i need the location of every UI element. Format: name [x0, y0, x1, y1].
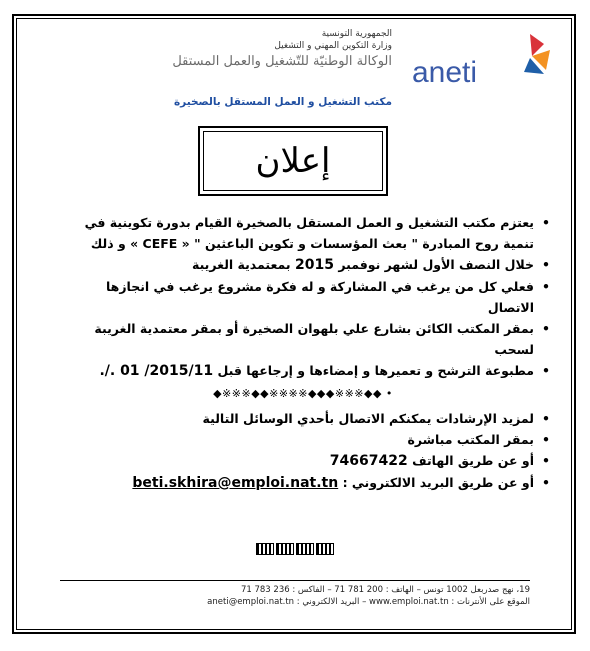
- aneti-logo-icon: [412, 30, 560, 90]
- footer-address: 19، نهج صدربعل 1002 تونس – الهاتف : 200 781 71 – الفاكس : 236 783 71: [240, 585, 530, 595]
- item-text-period: خلال النصف الأول لشهر نوفمبر: [338, 257, 534, 272]
- bullet-icon: •: [542, 257, 550, 272]
- list-item: [56, 276, 550, 318]
- list-item: [56, 472, 550, 494]
- decorative-separator: ◆※※※◆◆※※※※◆◆◆※※※◆◆ •: [213, 387, 393, 400]
- ornament-block-icon: [296, 543, 314, 555]
- footer-divider: [60, 580, 530, 581]
- republic-name: الجمهورية التونسية: [321, 29, 392, 39]
- announcement-box: [203, 131, 383, 191]
- institution-names: [22, 28, 392, 72]
- ornament-block-icon: [256, 543, 274, 555]
- email-link[interactable]: beti.skhira@emploi.nat.tn: [132, 475, 339, 491]
- ministry-name: وزارة التكوين المهني و التشغيل: [274, 41, 392, 51]
- letterhead: [22, 22, 566, 112]
- item-text-location: بمعتمدية الغريبة: [191, 257, 291, 272]
- ornament-block-icon: [316, 543, 334, 555]
- bullet-icon: •: [542, 321, 550, 336]
- footer-web: الموقع على الأنترنات : www.emploi.nat.tn – البريد الالكتروني : aneti@emploi.nat.tn: [207, 597, 530, 607]
- phone-number: 74667422: [329, 453, 408, 469]
- footer: [60, 584, 530, 608]
- office-name: مكتب التشغيل و العمل المستقل بالصخيرة: [173, 96, 392, 108]
- bullet-icon: •: [542, 279, 550, 294]
- announcement-title: إعلان: [255, 141, 331, 181]
- bullet-icon: •: [542, 215, 550, 230]
- phone-label: أو عن طريق الهاتف: [412, 453, 534, 468]
- bullet-icon: •: [542, 411, 550, 426]
- list-item: [56, 254, 550, 276]
- agency-name: الوكالة الوطنيّة للتّشغيل والعمل المستقل: [172, 54, 392, 69]
- list-item: [56, 318, 550, 360]
- list-item: [56, 408, 550, 429]
- item-text-office: بمقر المكتب مباشرة: [407, 432, 534, 447]
- list-item: [56, 360, 550, 382]
- email-label: أو عن طريق البريد الالكتروني :: [342, 475, 534, 490]
- list-item: [56, 450, 550, 472]
- logo-wordmark: aneti: [412, 56, 478, 89]
- bullet-icon: •: [542, 363, 550, 378]
- item-text-form: مطبوعة الترشح و تعميرها و إمضاءها و إرجاعها قبل: [217, 363, 534, 378]
- bullet-icon: •: [542, 475, 550, 490]
- bullet-icon: •: [542, 432, 550, 447]
- item-text-guidance: لمزيد الإرشادات يمكنكم الاتصال بأحدي الوسائل التالية: [202, 411, 534, 426]
- announcement-body: [56, 212, 550, 494]
- list-item: [56, 429, 550, 450]
- bullet-icon: •: [542, 453, 550, 468]
- deadline-date: 2015/11/ 01 ./.: [99, 363, 214, 379]
- ornament: [256, 543, 336, 557]
- year-value: 2015: [295, 257, 334, 273]
- list-item: [56, 212, 550, 254]
- item-text-training: يعتزم مكتب التشغيل و العمل المستقل بالصخيرة القيام بدورة تكوينية في تنمية روح المبادرة " بعث المؤسسات و تكوين الباعثين " « CEFE » و ذلك: [84, 215, 534, 251]
- item-text-contact: فعلي كل من يرغب في المشاركة و له فكرة مشروع يرغب في انجازها الاتصال: [105, 279, 534, 315]
- ornament-block-icon: [276, 543, 294, 555]
- aneti-logo: [412, 30, 560, 90]
- item-text-address: بمقر المكتب الكائن بشارع علي بلهوان الصخيرة أو بمقر معتمدية الغريبة لسحب: [94, 321, 534, 357]
